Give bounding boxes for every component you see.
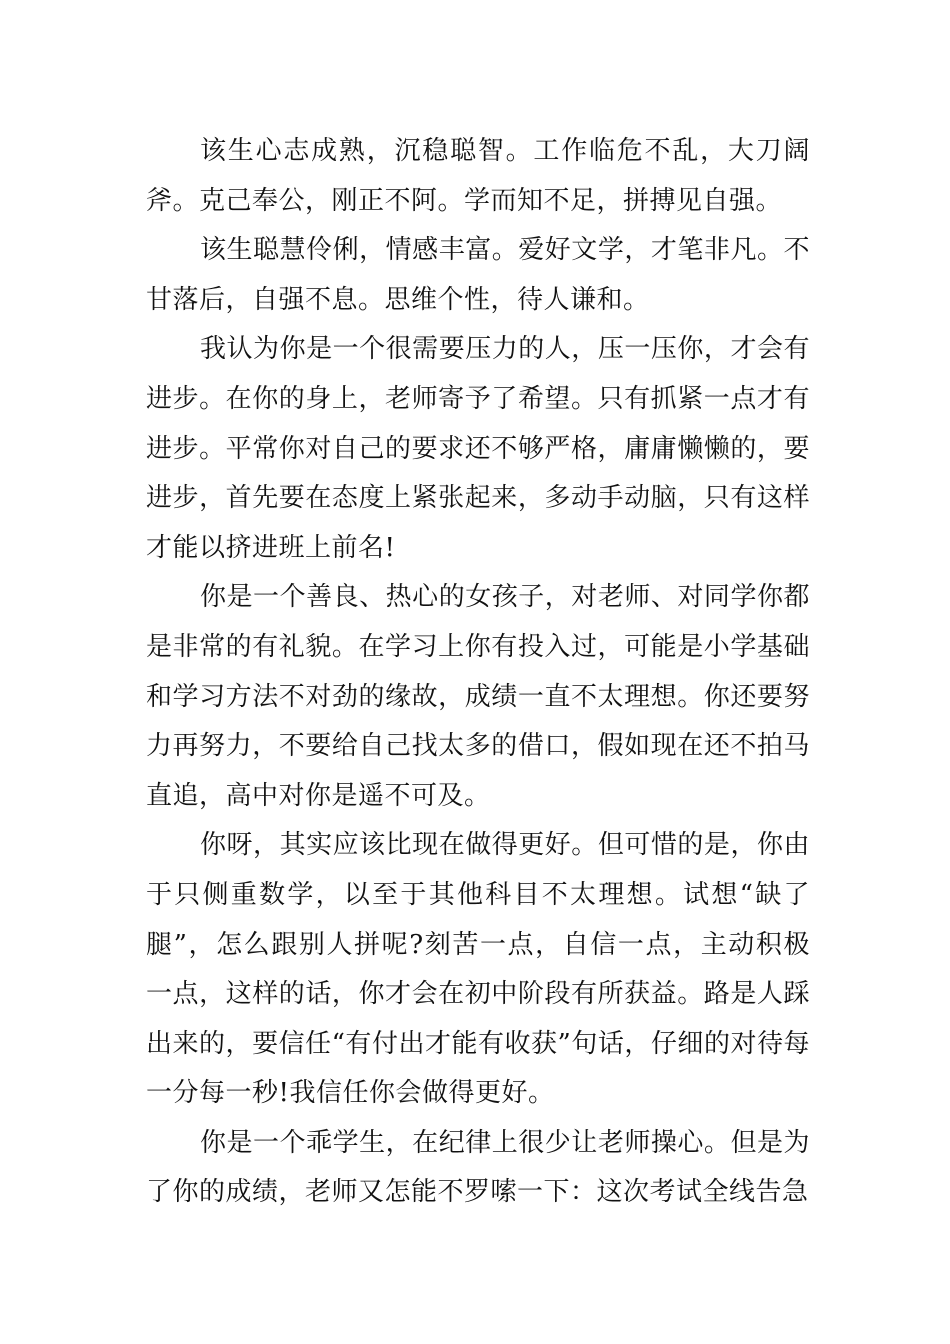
paragraph-5: 你呀，其实应该比现在做得更好。但可惜的是，你由于只侧重数学，以至于其他科目不太理想。试想“缺了腿”，怎么跟别人拼呢?刻苦一点，自信一点，主动积极一点，这样的话，你才会在初中阶段有所获益。路是人踩出来的，要信任“有付出才能有收获”句话，仔细的对待每一分每一秒!我信任你会做得更好。 xyxy=(146,830,810,1109)
paragraph-3: 我认为你是一个很需要压力的人，压一压你，才会有进步。在你的身上，老师寄予了希望。只有抓紧一点才有进步。平常你对自己的要求还不够严格，庸庸懒懒的，要进步，首先要在态度上紧张起来，多动手动脑，只有这样才能以挤进班上前名! xyxy=(146,334,810,563)
paragraph-2: 该生聪慧伶俐，情感丰富。爱好文学，才笔非凡。不甘落后，自强不息。思维个性，待人谦和。 xyxy=(146,235,810,315)
paragraph-1: 该生心志成熟，沉稳聪智。工作临危不乱，大刀阔斧。克己奉公，刚正不阿。学而知不足，拼搏见自强。 xyxy=(146,136,810,216)
paragraph-6: 你是一个乖学生，在纪律上很少让老师操心。但是为了你的成绩，老师又怎能不罗嗦一下：这次考试全线告急 xyxy=(146,1127,810,1208)
document-body xyxy=(146,127,810,1218)
paragraph-4: 你是一个善良、热心的女孩子，对老师、对同学你都是非常的有礼貌。在学习上你有投入过，可能是小学基础和学习方法不对劲的缘故，成绩一直不太理想。你还要努力再努力，不要给自己找太多的借口，假如现在还不拍马直追，高中对你是遥不可及。 xyxy=(146,582,810,811)
